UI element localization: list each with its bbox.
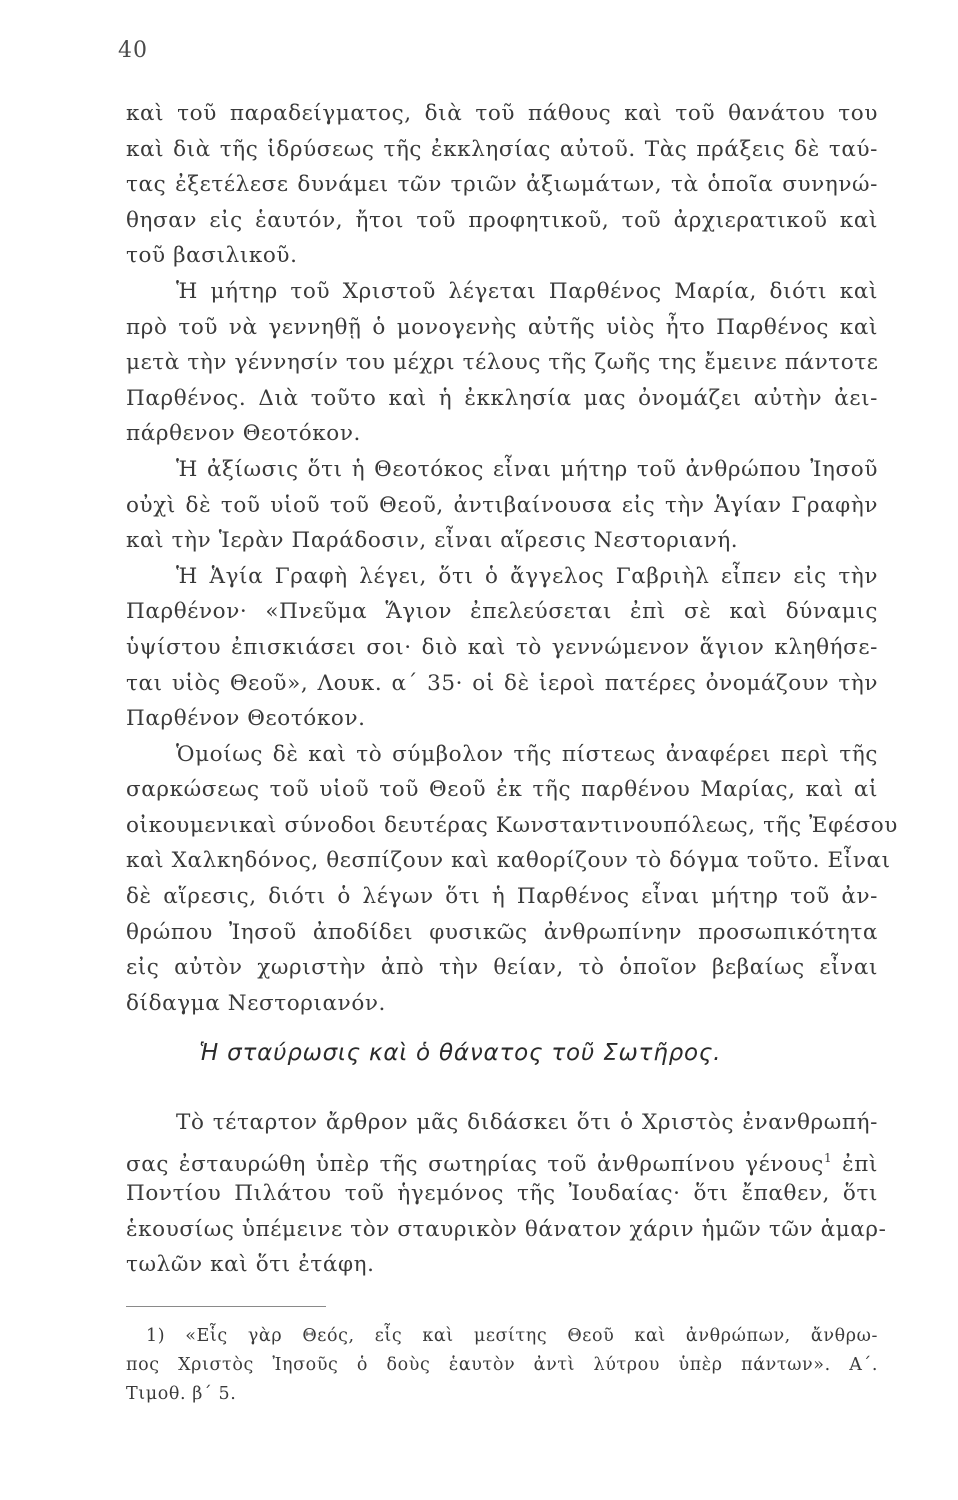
text-line: Ἡ μήτηρ τοῦ Χριστοῦ λέγεται Παρθένος Μαρία, διότι καὶ bbox=[176, 278, 878, 304]
text-line: τας ἐξετέλεσε δυνάμει τῶν τριῶν ἀξιωμάτων, τὰ ὁποῖα συνηνώ- bbox=[126, 172, 878, 198]
text-line: σαρκώσεως τοῦ υἱοῦ τοῦ Θεοῦ ἐκ τῆς παρθένου Μαρίας, καὶ αἱ bbox=[126, 777, 878, 803]
text-line: Παρθένον· «Πνεῦμα Ἅγιον ἐπελεύσεται ἐπὶ σὲ καὶ δύναμις bbox=[126, 599, 878, 625]
text-line: Παρθένον Θεοτόκον. bbox=[126, 706, 366, 732]
text-line: πάρθενον Θεοτόκον. bbox=[126, 421, 361, 447]
text-line: Ποντίου Πιλάτου τοῦ ἡγεμόνος τῆς Ἰουδαίας· ὅτι ἔπαθεν, ὅτι bbox=[126, 1181, 878, 1207]
text-line: Τὸ τέταρτον ἄρθρον μᾶς διδάσκει ὅτι ὁ Χριστὸς ἐνανθρωπή- bbox=[176, 1110, 878, 1135]
text-line: Ἡ Ἁγία Γραφὴ λέγει, ὅτι ὁ ἄγγελος Γαβριὴλ εἶπεν εἰς τὴν bbox=[176, 563, 878, 589]
text-line: πρὸ τοῦ νὰ γεννηθῇ ὁ μονογενὴς αὐτῆς υἱὸς ἦτο Παρθένος καὶ bbox=[126, 314, 878, 340]
text-line: ὑψίστου ἐπισκιάσει σοι· διὸ καὶ τὸ γεννώμενον ἅγιον κληθήσε- bbox=[126, 634, 878, 660]
text-line: μετὰ τὴν γέννησίν του μέχρι τέλους τῆς ζωῆς της ἔμεινε πάντοτε bbox=[126, 350, 879, 376]
text-line: δίδαγμα Νεστοριανόν. bbox=[126, 990, 386, 1016]
footnote-marker: 1 bbox=[823, 1150, 833, 1165]
text-line: καὶ διὰ τῆς ἱδρύσεως τῆς ἐκκλησίας αὐτοῦ. Τὰς πράξεις δὲ ταύ- bbox=[126, 136, 878, 162]
footnote-divider bbox=[126, 1306, 326, 1307]
text-line: ται υἱὸς Θεοῦ», Λουκ. α΄ 35· οἱ δὲ ἱεροὶ πατέρες ὀνομάζουν τὴν bbox=[126, 670, 878, 696]
footnote-line: πος Χριστὸς Ἰησοῦς ὁ δοὺς ἑαυτὸν ἀντὶ λύτρου ὑπὲρ πάντων». Α΄. bbox=[126, 1355, 878, 1375]
text-line-part: ἐπὶ bbox=[832, 1151, 878, 1177]
body-text-section bbox=[126, 1105, 887, 1283]
text-line: εἰς αὐτὸν χωριστὴν ἀπὸ τὴν θείαν, τὸ ὁποῖον βεβαίως εἶναι bbox=[126, 955, 878, 981]
text-line: τωλῶν καὶ ὅτι ἐτάφη. bbox=[126, 1252, 375, 1278]
text-line: καὶ τὴν Ἱερὰν Παράδοσιν, εἶναι αἵρεσις Νεστοριανή. bbox=[126, 528, 739, 554]
text-line: οἰκουμενικαὶ σύνοδοι δευτέρας Κωνσταντινουπόλεως, τῆς Ἐφέσου bbox=[126, 812, 898, 838]
text-line bbox=[126, 1141, 878, 1177]
text-line: θησαν εἰς ἑαυτόν, ἤτοι τοῦ προφητικοῦ, τοῦ ἀρχιερατικοῦ καὶ bbox=[126, 207, 878, 233]
text-line: θρώπου Ἰησοῦ ἀποδίδει φυσικῶς ἀνθρωπίνην προσωπικότητα bbox=[126, 919, 878, 945]
page-number: 40 bbox=[118, 38, 148, 63]
text-line-part: σας ἐσταυρώθη ὑπὲρ τῆς σωτηρίας τοῦ ἀνθρωπίνου γένους bbox=[126, 1151, 824, 1177]
footnote-line: Τιμοθ. β΄ 5. bbox=[126, 1384, 237, 1404]
text-line: καὶ Χαλκηδόνος, θεσπίζουν καὶ καθορίζουν τὸ δόγμα τοῦτο. Εἶναι bbox=[126, 848, 891, 874]
text-line: Ὁμοίως δὲ καὶ τὸ σύμβολον τῆς πίστεως ἀναφέρει περὶ τῆς bbox=[176, 741, 878, 767]
text-line: Παρθένος. Διὰ τοῦτο καὶ ἡ ἐκκλησία μας ὀνομάζει αὐτὴν ἀει- bbox=[126, 385, 878, 411]
text-line: τοῦ βασιλικοῦ. bbox=[126, 243, 298, 269]
text-line: οὐχὶ δὲ τοῦ υἱοῦ τοῦ Θεοῦ, ἀντιβαίνουσα εἰς τὴν Ἁγίαν Γραφὴν bbox=[126, 492, 878, 518]
section-heading: Ἡ σταύρωσις καὶ ὁ θάνατος τοῦ Σωτῆρος. bbox=[199, 1040, 722, 1066]
text-line: καὶ τοῦ παραδείγματος, διὰ τοῦ πάθους καὶ τοῦ θανάτου του bbox=[126, 101, 878, 126]
footnotes bbox=[126, 1322, 878, 1409]
text-line: ἑκουσίως ὑπέμεινε τὸν σταυρικὸν θάνατον χάριν ἡμῶν τῶν ἁμαρ- bbox=[126, 1216, 887, 1242]
text-line: δὲ αἵρεσις, διότι ὁ λέγων ὅτι ἡ Παρθένος εἶναι μήτηρ τοῦ ἀν- bbox=[126, 884, 878, 910]
footnote-line: 1) «Εἷς γὰρ Θεός, εἷς καὶ μεσίτης Θεοῦ καὶ ἀνθρώπων, ἄνθρω- bbox=[146, 1326, 878, 1346]
body-text-main bbox=[126, 96, 898, 1021]
text-line: Ἡ ἀξίωσις ὅτι ἡ Θεοτόκος εἶναι μήτηρ τοῦ ἀνθρώπου Ἰησοῦ bbox=[176, 456, 878, 482]
